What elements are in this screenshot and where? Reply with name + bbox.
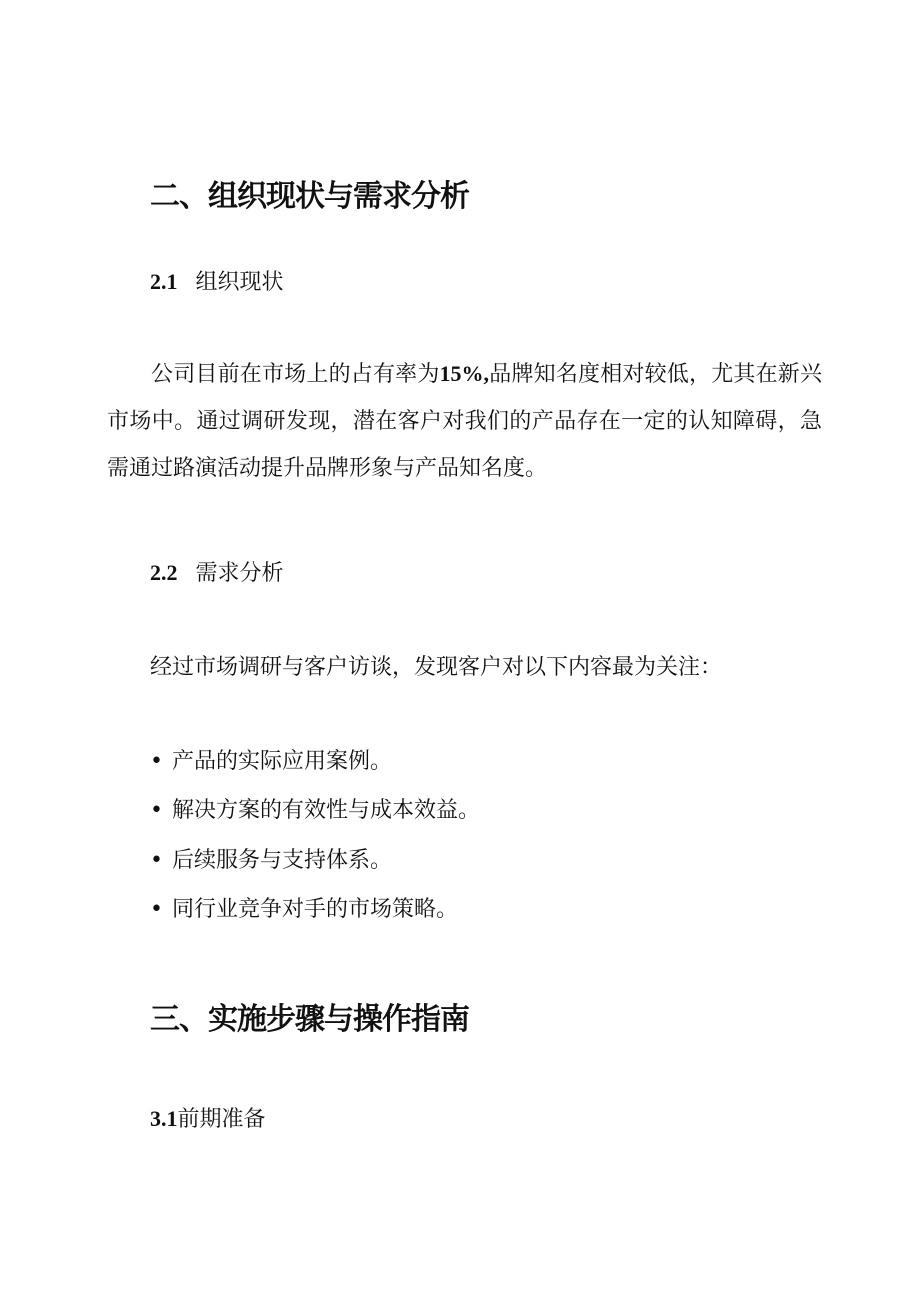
subsection-title: 组织现状 xyxy=(195,270,284,295)
subsection-number: 2.1 xyxy=(150,269,178,294)
subsection-3-1-heading xyxy=(150,1102,266,1133)
paragraph-text-part: 品牌知名度相对较低，尤其在新兴市场中。通过调研发现，潜在客户对我们的产品存在一定的认知障碍，急需通过路演活动提升品牌形象与产品知名度。 xyxy=(107,362,822,481)
subsection-2-1-paragraph xyxy=(107,350,822,492)
subsection-number: 3.1 xyxy=(150,1106,178,1131)
subsection-title: 需求分析 xyxy=(195,561,284,586)
bullet-icon: • xyxy=(150,798,163,823)
subsection-2-1-heading xyxy=(150,265,284,296)
bullet-icon: • xyxy=(150,848,163,873)
paragraph-text-part: 公司目前在市场上的占有率为 xyxy=(151,362,440,387)
section-3-heading: 三、实施步骤与操作指南 xyxy=(150,1002,469,1037)
list-item xyxy=(150,892,458,923)
list-item-text: 后续服务与支持体系。 xyxy=(172,848,393,873)
list-item-text: 同行业竞争对手的市场策略。 xyxy=(172,897,459,922)
list-item xyxy=(150,744,392,775)
section-2-heading: 二、组织现状与需求分析 xyxy=(150,179,469,214)
bullet-icon: • xyxy=(150,897,163,922)
list-item-text: 解决方案的有效性与成本效益。 xyxy=(172,798,481,823)
list-item xyxy=(150,843,392,874)
subsection-2-2-intro: 经过市场调研与客户访谈，发现客户对以下内容最为关注： xyxy=(150,655,723,680)
subsection-title: 前期准备 xyxy=(177,1107,266,1132)
market-share-value: 15%, xyxy=(439,361,490,386)
list-item-text: 产品的实际应用案例。 xyxy=(172,749,393,774)
list-item xyxy=(150,793,480,824)
subsection-number: 2.2 xyxy=(150,560,178,585)
subsection-2-2-heading xyxy=(150,556,284,587)
bullet-icon: • xyxy=(150,749,163,774)
